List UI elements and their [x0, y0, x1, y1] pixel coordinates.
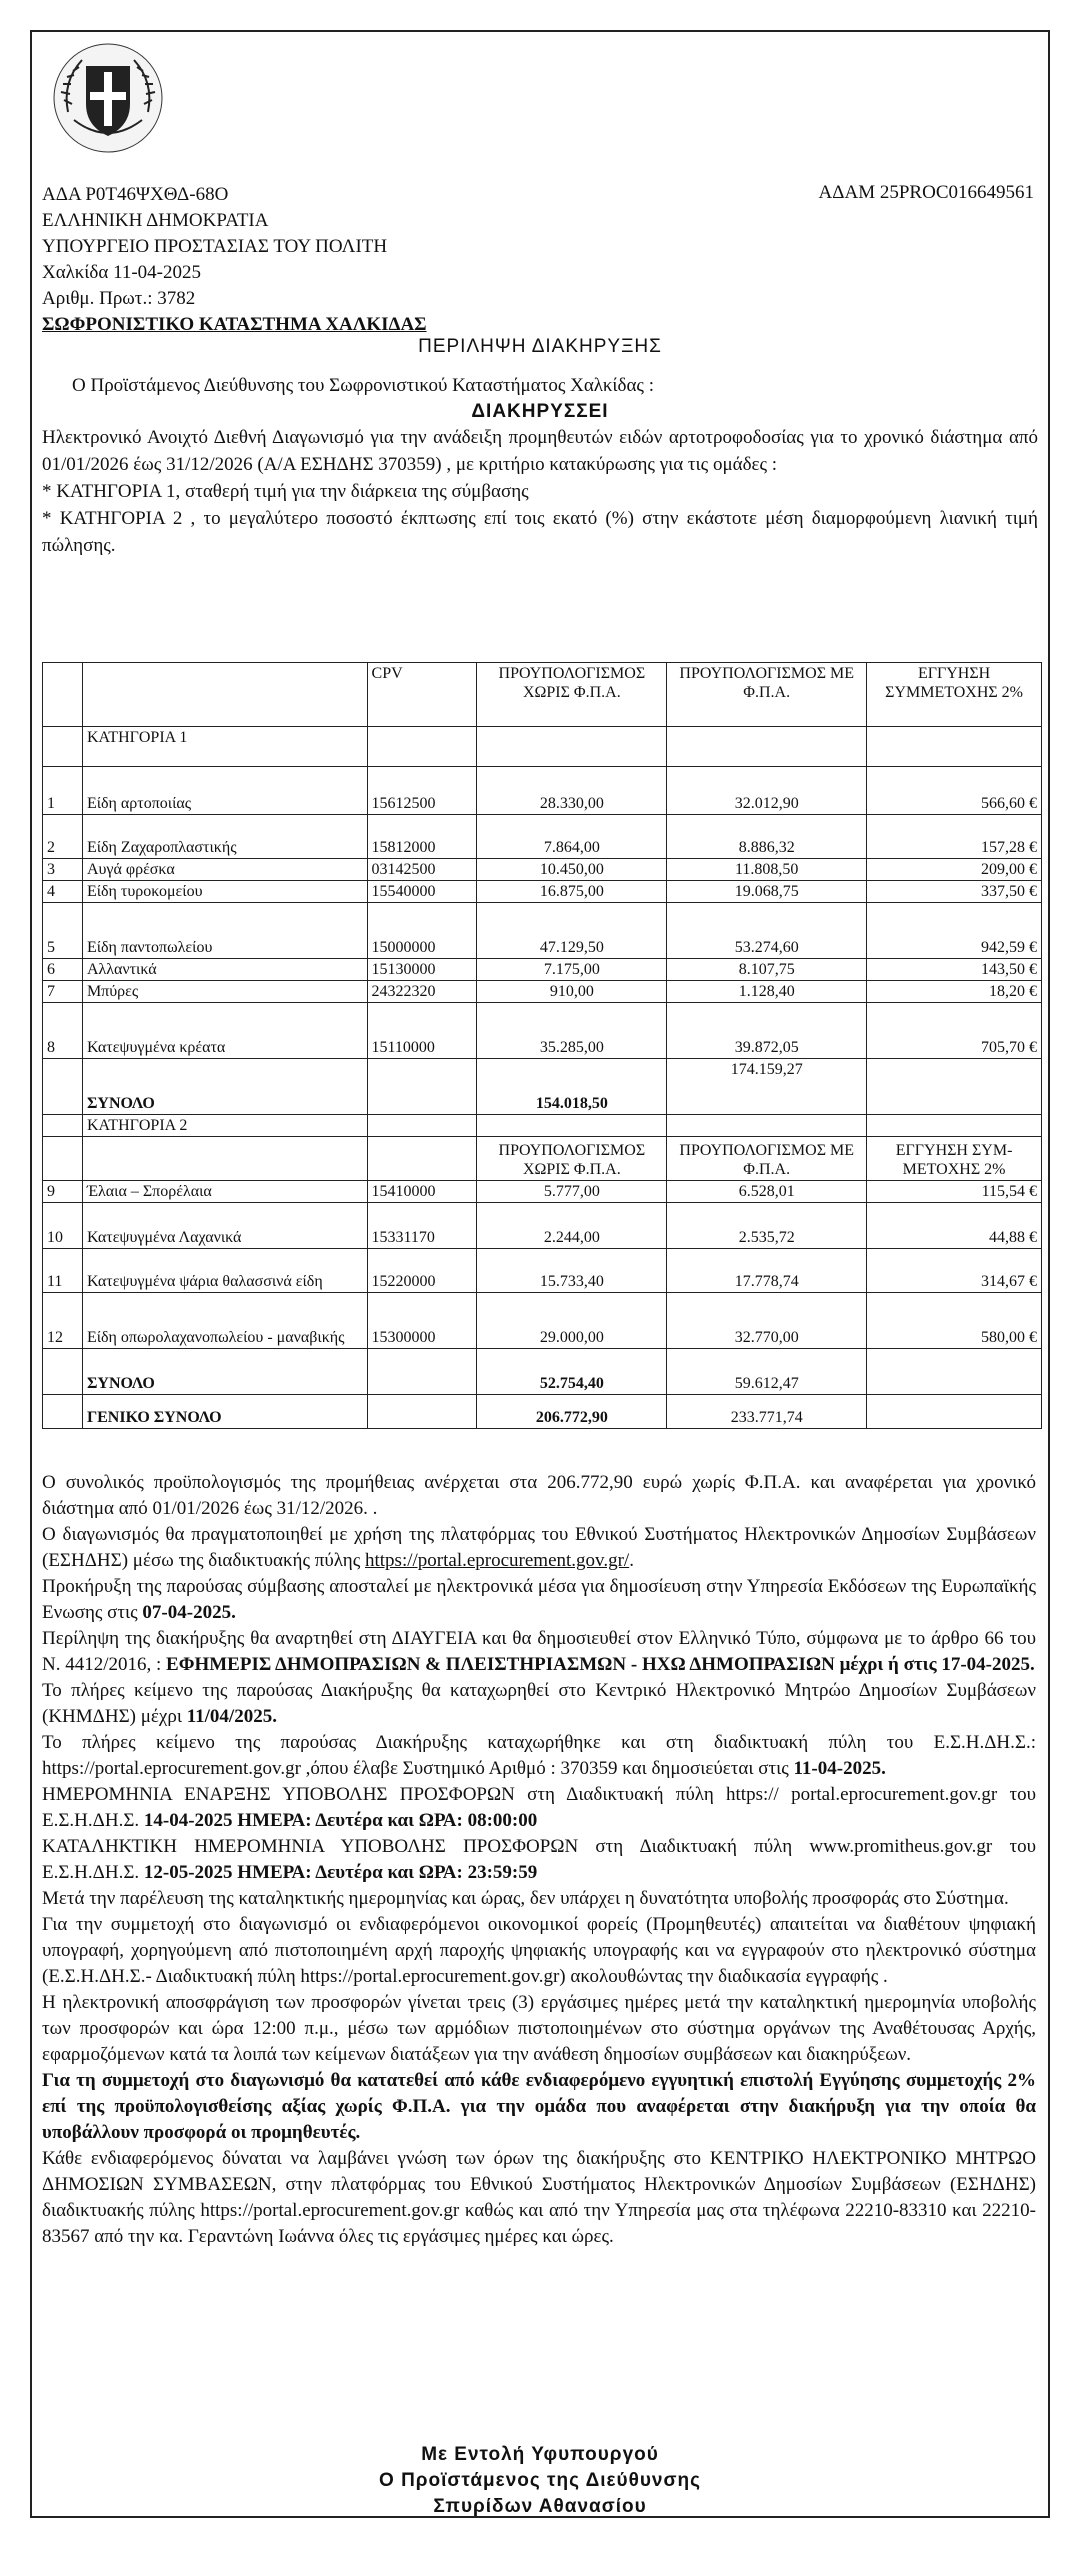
item-guarantee: 580,00 €: [867, 1293, 1042, 1349]
item-guarantee: 705,70 €: [867, 1003, 1042, 1059]
platform-paragraph: [42, 1522, 1036, 1574]
table-row: [43, 815, 1042, 859]
category-2-row: [43, 1115, 1042, 1137]
item-guarantee: 143,50 €: [867, 959, 1042, 981]
table-row: [43, 959, 1042, 981]
subtotal-2-label: ΣΥΝΟΛΟ: [82, 1349, 367, 1395]
item-gross: 32.012,90: [667, 767, 867, 815]
table-row: [43, 1003, 1042, 1059]
item-cpv: 15812000: [367, 815, 477, 859]
item-guarantee: 314,67 €: [867, 1249, 1042, 1293]
category-2-label: ΚΑΤΗΓΟΡΙΑ 2: [82, 1115, 367, 1137]
protocol-number: Αριθμ. Πρωτ.: 3782: [42, 288, 196, 309]
item-cpv: 15410000: [367, 1181, 477, 1203]
esidis-date: 11-04-2025.: [793, 1758, 886, 1779]
deadline-paragraph: [42, 1834, 1036, 1886]
item-number: 5: [43, 903, 83, 959]
item-gross: 39.872,05: [667, 1003, 867, 1059]
item-net: 7.175,00: [477, 959, 667, 981]
table-row: [43, 859, 1042, 881]
item-name: Είδη Ζαχαροπλαστικής: [82, 815, 367, 859]
category-2-note: * ΚΑΤΗΓΟΡΙΑ 2 , το μεγαλύτερο ποσοστό έκπτωσης επί τοις εκατό (%) στην εκάστοτε μέση διαμορφούμενη λιανική τιμή πώλησης.: [42, 508, 1038, 556]
table-row: [43, 1249, 1042, 1293]
item-cpv: 15110000: [367, 1003, 477, 1059]
ministry-label: ΥΠΟΥΡΓΕΙΟ ΠΡΟΣΤΑΣΙΑΣ ΤΟΥ ΠΟΛΙΤΗ: [42, 236, 388, 257]
header-gross-2: ΠΡΟΥΠΟΛΟΓΙΣΜΟΣ ΜΕ Φ.Π.Α.: [667, 1137, 867, 1181]
item-guarantee: 942,59 €: [867, 903, 1042, 959]
table-row: [43, 1293, 1042, 1349]
item-guarantee: 157,28 €: [867, 815, 1042, 859]
eu-publication-paragraph: [42, 1574, 1036, 1626]
signature-block: [32, 2442, 1048, 2518]
header-guarantee: ΕΓΓΥΗΣΗ ΣΥΜΜΕΤΟΧΗΣ 2%: [867, 663, 1042, 727]
item-net: 35.285,00: [477, 1003, 667, 1059]
item-cpv: 15130000: [367, 959, 477, 981]
item-gross: 53.274,60: [667, 903, 867, 959]
esidis-paragraph: [42, 1730, 1036, 1782]
item-cpv: 15220000: [367, 1249, 477, 1293]
table-row: [43, 767, 1042, 815]
information-paragraph: Κάθε ενδιαφερόμενος δύναται να λαμβάνει γνώση των όρων της διακήρυξης στο ΚΕΝΤΡΙΚΟ ΗΛΕΚΤΡΟΝΙΚΟ ΜΗΤΡΩΟ ΔΗΜΟΣΙΩΝ ΣΥΜΒΑΣΕΩΝ, στην πλατφόρμας του Εθνικού Συστήματος Ηλεκτρονικών Δημοσίων Συμβάσεων (ΕΣΗΔΗΣ) διαδικτυακής πύλης https://portal.eprocurement.gov.gr καθώς και από την Υπηρεσία μας στα τηλέφωνα 22210-83310 και 22210-83567 από την κα. Γεραντώνη Ιωάννα όλες τις εργάσιμες ημέρες και ώρες.: [42, 2148, 1036, 2247]
item-guarantee: 566,60 €: [867, 767, 1042, 815]
institution-name: ΣΩΦΡΟΝΙΣΤΙΚΟ ΚΑΤΑΣΤΗΜΑ ΧΑΛΚΙΔΑΣ: [42, 314, 427, 335]
item-gross: 6.528,01: [667, 1181, 867, 1203]
item-net: 47.129,50: [477, 903, 667, 959]
item-name: Κατεψυγμένα ψάρια θαλασσινά είδη: [82, 1249, 367, 1293]
header-net: ΠΡΟΥΠΟΛΟΓΙΣΜΟΣ ΧΩΡΙΣ Φ.Π.Α.: [477, 663, 667, 727]
ada-code: ΑΔΑ Ρ0Τ46ΨΧΘΔ-68Ο: [42, 184, 229, 205]
subtotal-1-net: 154.018,50: [477, 1059, 667, 1115]
header-net-2: ΠΡΟΥΠΟΛΟΓΙΣΜΟΣ ΧΩΡΙΣ Φ.Π.Α.: [477, 1137, 667, 1181]
press-paragraph: [42, 1626, 1036, 1678]
place-date: Χαλκίδα 11-04-2025: [42, 262, 202, 283]
item-net: 10.450,00: [477, 859, 667, 881]
after-deadline-paragraph: Μετά την παρέλευση της καταληκτικής ημερομηνίας και ώρας, δεν υπάρχει η δυνατότητα υποβολής προσφοράς στο Σύστημα.: [42, 1888, 1009, 1909]
item-number: 12: [43, 1293, 83, 1349]
item-name: Αλλαντικά: [82, 959, 367, 981]
opening-paragraph: Η ηλεκτρονική αποσφράγιση των προσφορών γίνεται τρεις (3) εργάσιμες ημέρες μετά την καταληκτική ημερομηνία υποβολής των προσφορών και ώρα 12:00 π.μ., μέσω των αρμόδιων πιστοποιημένων στο σύστημα οργάνων της Αναθέτουσας Αρχής, εφαρμοζόμενων κατά τα λοιπά των κείμενων διατάξεων για την ανάθεση δημοσίων συμβάσεων και διακηρύξεων.: [42, 1992, 1036, 2065]
announcement-page: [30, 30, 1050, 2518]
greek-coat-of-arms-icon: [52, 42, 164, 154]
item-number: 9: [43, 1181, 83, 1203]
item-net: 2.244,00: [477, 1203, 667, 1249]
item-cpv: 15540000: [367, 881, 477, 903]
item-number: 11: [43, 1249, 83, 1293]
item-net: 910,00: [477, 981, 667, 1003]
item-guarantee: 337,50 €: [867, 881, 1042, 903]
item-net: 28.330,00: [477, 767, 667, 815]
item-gross: 17.778,74: [667, 1249, 867, 1293]
subtotal-1-label: ΣΥΝΟΛΟ: [82, 1059, 367, 1115]
item-net: 15.733,40: [477, 1249, 667, 1293]
item-cpv: 15000000: [367, 903, 477, 959]
item-name: Είδη παντοπωλείου: [82, 903, 367, 959]
deadline-text: ΚΑΤΑΛΗΚΤΙΚΗ ΗΜΕΡΟΜΗΝΙΑ ΥΠΟΒΟΛΗΣ ΠΡΟΣΦΟΡΩΝ στη Διαδικτυακή πύλη www.promitheus.gov.gr του Ε.Σ.Η.ΔΗ.Σ.: [42, 1836, 1036, 1883]
category-1-note: * ΚΑΤΗΓΟΡΙΑ 1, σταθερή τιμή για την διάρκεια της σύμβασης: [42, 481, 529, 502]
table-row: [43, 981, 1042, 1003]
announces-heading: ΔΙΑΚΗΡΥΣΣΕΙ: [471, 401, 609, 422]
table-row: [43, 1349, 1042, 1395]
table-row: [43, 881, 1042, 903]
press-text: Περίληψη της διακήρυξης θα αναρτηθεί στη ΔΙΑΥΓΕΙΑ και θα δημοσιευθεί στον Ελληνικό Τύπο, σύμφωνα με το άρθρο 66 του Ν. 4412/2016, :: [42, 1628, 1036, 1675]
header-guarantee-2: ΕΓΓΥΗΣΗ ΣΥΜ-ΜΕΤΟΧΗΣ 2%: [867, 1137, 1042, 1181]
item-name: Είδη αρτοποιίας: [82, 767, 367, 815]
table-row: [43, 1395, 1042, 1429]
item-net: 5.777,00: [477, 1181, 667, 1203]
item-number: 1: [43, 767, 83, 815]
item-name: Είδη οπωρολαχανοπωλείου - μαναβικής: [82, 1293, 367, 1349]
item-number: 10: [43, 1203, 83, 1249]
item-gross: 2.535,72: [667, 1203, 867, 1249]
item-gross: 11.808,50: [667, 859, 867, 881]
start-date-text: ΗΜΕΡΟΜΗΝΙΑ ΕΝΑΡΞΗΣ ΥΠΟΒΟΛΗΣ ΠΡΟΣΦΟΡΩΝ στη Διαδικτυακή πύλη https:// portal.eprocurement.gov.gr του Ε.Σ.Η.ΔΗ.Σ.: [42, 1784, 1036, 1831]
item-name: Αυγά φρέσκα: [82, 859, 367, 881]
item-number: 2: [43, 815, 83, 859]
item-guarantee: 209,00 €: [867, 859, 1042, 881]
eu-publication-date: 07-04-2025.: [142, 1602, 236, 1623]
item-name: Είδη τυροκομείου: [82, 881, 367, 903]
table-row: [43, 1181, 1042, 1203]
header-gross: ΠΡΟΥΠΟΛΟΓΙΣΜΟΣ ΜΕ Φ.Π.Α.: [667, 663, 867, 727]
item-number: 4: [43, 881, 83, 903]
grand-total-gross: 233.771,74: [667, 1395, 867, 1429]
kimdis-text: Το πλήρες κείμενο της παρούσας Διακήρυξης θα καταχωρηθεί στο Κεντρικό Ηλεκτρονικό Μητρώο Δημοσίων Συμβάσεων (ΚΗΜΔΗΣ) μέχρι: [42, 1680, 1036, 1727]
item-gross: 1.128,40: [667, 981, 867, 1003]
item-number: 6: [43, 959, 83, 981]
esidis-text: Το πλήρες κείμενο της παρούσας Διακήρυξης καταχωρήθηκε και στη διαδικτυακή πύλη του Ε.Σ.Η.ΔΗ.Σ.: https://portal.eprocurement.gov.gr ,όπου έλαβε Συστημικό Αριθμό : 370359 και δημοσιεύεται στις: [42, 1732, 1036, 1779]
item-gross: 19.068,75: [667, 881, 867, 903]
item-net: 29.000,00: [477, 1293, 667, 1349]
item-number: 8: [43, 1003, 83, 1059]
item-gross: 32.770,00: [667, 1293, 867, 1349]
intro-line: Ο Προϊστάμενος Διεύθυνσης του Σωφρονιστικού Καταστήματος Χαλκίδας :: [72, 375, 654, 396]
item-name: Κατεψυγμένα Λαχανικά: [82, 1203, 367, 1249]
table-header-row: [43, 1137, 1042, 1181]
item-net: 16.875,00: [477, 881, 667, 903]
item-number: 3: [43, 859, 83, 881]
press-newspaper: ΕΦΗΜΕΡΙΣ ΔΗΜΟΠΡΑΣΙΩΝ & ΠΛΕΙΣΤΗΡΙΑΣΜΩΝ - ΗΧΩ ΔΗΜΟΠΡΑΣΙΩΝ μέχρι ή στις 17-04-2025.: [166, 1654, 1035, 1675]
start-date-value: 14-04-2025 ΗΜΕΡΑ: Δευτέρα και ΩΡΑ: 08:00:00: [143, 1810, 538, 1831]
item-cpv: 03142500: [367, 859, 477, 881]
item-net: 7.864,00: [477, 815, 667, 859]
kimdis-paragraph: [42, 1678, 1036, 1730]
participation-paragraph: Για την συμμετοχή στο διαγωνισμό οι ενδιαφερόμενοι οικονομικοί φορείς (Προμηθευτές) απαιτείται να διαθέτουν ψηφιακή υπογραφή, χορηγούμενη από πιστοποιημένη αρχή παροχής ψηφιακής υπογραφής και να εγγραφούν στο ηλεκτρονικό σύστημα (Ε.Σ.Η.ΔΗ.Σ.- Διαδικτυακή πύλη https://portal.eprocurement.gov.gr) ακολουθώντας την διαδικασία εγγραφής .: [42, 1914, 1036, 1987]
table-header-row: [43, 663, 1042, 727]
republic-label: ΕΛΛΗΝΙΚΗ ΔΗΜΟΚΡΑΤΙΑ: [42, 210, 269, 231]
budget-table: [42, 662, 1042, 1429]
table-row: [43, 903, 1042, 959]
item-name: Μπύρες: [82, 981, 367, 1003]
subtotal-1-gross: 174.159,27: [667, 1059, 867, 1115]
kimdis-date: 11/04/2025.: [186, 1706, 277, 1727]
item-gross: 8.107,75: [667, 959, 867, 981]
platform-text-end: .: [629, 1550, 634, 1571]
subtotal-2-gross: 59.612,47: [667, 1349, 867, 1395]
item-cpv: 15612500: [367, 767, 477, 815]
subtotal-2-net: 52.754,40: [477, 1349, 667, 1395]
document-title: ΠΕΡΙΛΗΨΗ ΔΙΑΚΗΡΥΞΗΣ: [418, 336, 662, 357]
deadline-value: 12-05-2025 ΗΜΕΡΑ: Δευτέρα και ΩΡΑ: 23:59:59: [143, 1862, 538, 1883]
adam-code: ΑΔΑΜ 25PROC016649561: [818, 182, 1034, 203]
guarantee-paragraph: Για τη συμμετοχή στο διαγωνισμό θα κατατεθεί από κάθε ενδιαφερόμενο εγγυητική επιστολή Εγγύησης συμμετοχής 2% επί της προϋπολογισθείσης αξίας χωρίς Φ.Π.Α. για την ομάδα που αναφέρεται στην διακήρυξη για την οποία θα υποβάλλουν προσφορά οι προμηθευτές.: [42, 2070, 1036, 2143]
announcement-body: [42, 1470, 1036, 2250]
eprocurement-link[interactable]: https://portal.eprocurement.gov.gr/: [365, 1550, 630, 1571]
item-cpv: 15300000: [367, 1293, 477, 1349]
table-row: [43, 1203, 1042, 1249]
item-cpv: 24322320: [367, 981, 477, 1003]
signature-line-3: Σπυρίδων Αθανασίου: [433, 2496, 647, 2517]
category-1-label: ΚΑΤΗΓΟΡΙΑ 1: [82, 727, 367, 767]
header-cpv: CPV: [367, 663, 477, 727]
platform-text: Ο διαγωνισμός θα πραγματοποιηθεί με χρήση της πλατφόρμας του Εθνικού Συστήματος Ηλεκτρονικών Δημοσίων Συμβάσεων (ΕΣΗΔΗΣ) μέσω της διαδικτυακής πύλης: [42, 1524, 1036, 1571]
item-gross: 8.886,32: [667, 815, 867, 859]
item-guarantee: 18,20 €: [867, 981, 1042, 1003]
eu-publication-text: Προκήρυξη της παρούσας σύμβασης αποσταλεί με ηλεκτρονικά μέσα για δημοσίευση στην Υπηρεσία Εκδόσεων της Ευρωπαϊκής Ενωσης στις: [42, 1576, 1036, 1623]
start-date-paragraph: [42, 1782, 1036, 1834]
total-budget-paragraph: Ο συνολικός προϋπολογισμός της προμήθειας ανέρχεται στα 206.772,90 ευρώ χωρίς Φ.Π.Α. και αναφέρεται για χρονικό διάστημα από 01/01/2026 έως 31/12/2026. .: [42, 1472, 1036, 1519]
item-number: 7: [43, 981, 83, 1003]
grand-total-label: ΓΕΝΙΚΟ ΣΥΝΟΛΟ: [82, 1395, 367, 1429]
signature-line-2: Ο Προϊστάμενος της Διεύθυνσης: [379, 2470, 701, 2491]
item-guarantee: 44,88 €: [867, 1203, 1042, 1249]
grand-total-net: 206.772,90: [477, 1395, 667, 1429]
item-cpv: 15331170: [367, 1203, 477, 1249]
signature-line-1: Με Εντολή Υφυπουργού: [421, 2444, 659, 2465]
item-guarantee: 115,54 €: [867, 1181, 1042, 1203]
intro-paragraph: [42, 424, 1038, 559]
intro-text: Ηλεκτρονικό Ανοιχτό Διεθνή Διαγωνισμό για την ανάδειξη προμηθευτών ειδών αρτοτροφοδοσίας για το χρονικό διάστημα από 01/01/2026 έως 31/12/2026 (Α/Α ΕΣΗΔΗΣ 370359) , με κριτήριο κατακύρωσης για τις ομάδες :: [42, 427, 1038, 475]
item-name: Κατεψυγμένα κρέατα: [82, 1003, 367, 1059]
item-name: Έλαια – Σπορέλαια: [82, 1181, 367, 1203]
table-row: [43, 1059, 1042, 1115]
category-1-row: [43, 727, 1042, 767]
